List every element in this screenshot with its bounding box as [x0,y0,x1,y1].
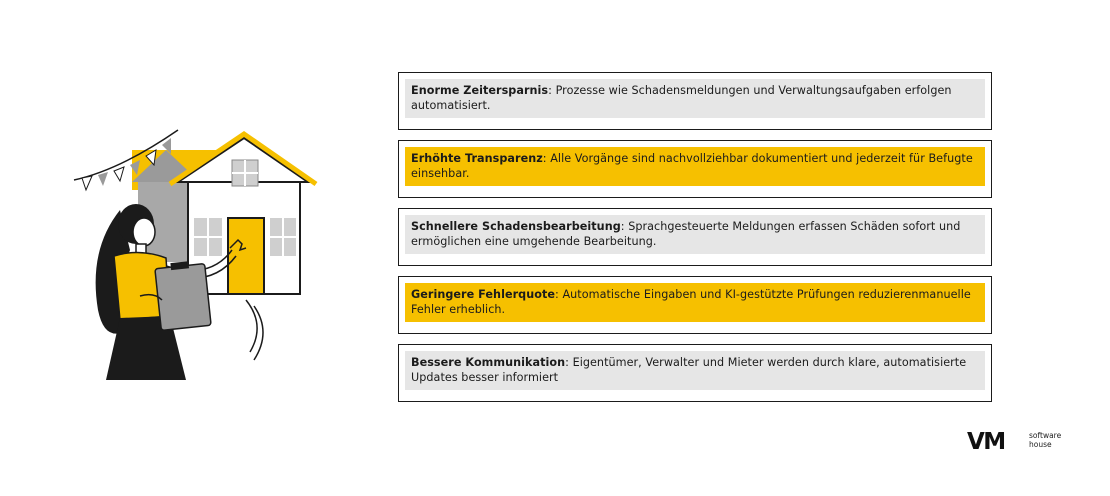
benefit-colon: : [620,220,625,233]
benefit-title: Enorme Zeitersparnis [411,84,549,97]
benefit-text: Alle Vorgänge sind nachvollziehbar dokumentiert und jederzeit für Befugte einsehbar. [411,152,973,180]
woman-with-clipboard-house-icon [70,120,340,380]
benefit-card [398,208,992,266]
benefit-card-body [405,283,985,322]
benefit-title: Bessere Kommunikation [411,356,566,369]
logo-line-1: software [1029,431,1062,440]
benefit-title: Erhöhte Transparenz [411,152,543,165]
benefit-colon: : [565,356,569,369]
benefit-card-body [405,215,985,254]
benefit-text: Sprachgesteuerte Meldungen erfassen Schäden sofort und ermöglichen eine umgehende Bearbeitung. [411,220,961,248]
benefits-list [398,72,992,412]
benefit-card-body [405,79,985,118]
logo-line-2: house [1029,440,1052,449]
vm-software-house-logo [967,428,1077,460]
benefit-text: Automatische Eingaben und KI-gestützte Prüfungen reduzierenmanuelle Fehler erheblich. [411,288,971,316]
benefit-card-body [405,147,985,186]
benefit-card [398,344,992,402]
benefit-card-body [405,351,985,390]
benefit-card [398,276,992,334]
benefit-colon: : [548,84,552,97]
benefit-card [398,72,992,130]
benefit-title: Geringere Fehlerquote [411,288,556,301]
benefit-text: Eigentümer, Verwalter und Mieter werden durch klare, automatisierte Updates besser informiert [411,356,967,384]
benefit-text: Prozesse wie Schadensmeldungen und Verwaltungsaufgaben erfolgen automatisiert. [411,84,952,112]
benefit-title: Schnellere Schadensbearbeitung [411,220,621,233]
logo-subtitle [1029,431,1061,449]
logo-mark: VM [967,429,1005,455]
benefit-colon: : [542,152,547,165]
benefit-colon: : [555,288,559,301]
benefit-card [398,140,992,198]
